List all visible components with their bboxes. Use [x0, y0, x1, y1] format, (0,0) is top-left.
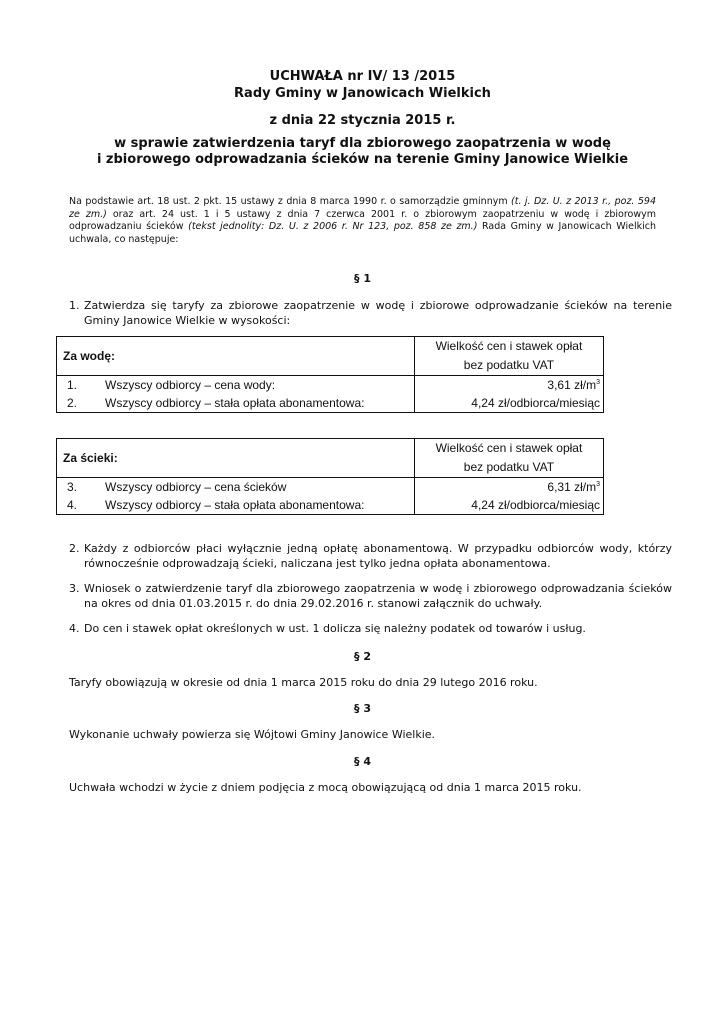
item-3-number: 3. — [69, 582, 80, 595]
water-header-caption-line1: Wielkość cen i stawek opłat — [435, 339, 583, 353]
row-unit-superscript: 3 — [596, 481, 600, 488]
legal-basis-citation1: (t. j. Dz. U. z 2013 r., poz. 594 ze zm.) — [69, 196, 657, 220]
row-value: 4,24 zł/odbiorca/miesiąc — [471, 498, 600, 512]
row-label: Wszyscy odbiorcy – cena ścieków — [105, 480, 287, 494]
item-4-number: 4. — [69, 622, 80, 635]
row-value: 3,61 zł/m — [547, 378, 597, 392]
row-unit-superscript: 3 — [596, 379, 600, 386]
item-3-text: Wniosek o zatwierdzenie taryf dla zbiorowego zaopatrzenia w wodę i zbiorowego odprowadzania ścieków na okres od dnia 01.03.2015 r. do dnia 29.02.2016 r. stanowi załącznik do uchwały. — [84, 582, 672, 610]
section-4-heading: § 4 — [354, 755, 371, 768]
sewage-header-caption-line2: bez podatku VAT — [463, 460, 555, 474]
section-4-text: Uchwała wchodzi w życie z dniem podjęcia z mocą obowiązującą od dnia 1 marca 2015 roku. — [69, 781, 582, 794]
row-value: 4,24 zł/odbiorca/miesiąc — [471, 396, 600, 410]
row-number: 2. — [67, 396, 78, 410]
row-value: 6,31 zł/m — [547, 480, 597, 494]
row-number: 4. — [67, 498, 78, 512]
resolution-subject-line2: i zbiorowego odprowadzania ścieków na terenie Gminy Janowice Wielkie — [96, 152, 629, 167]
sewage-tariff-table — [56, 438, 604, 515]
legal-basis-part1: Na podstawie art. 18 ust. 2 pkt. 15 ustawy z dnia 8 marca 1990 r. o samorządzie gminnym — [69, 196, 512, 207]
legal-basis-part3: Rada Gminy w Janowicach Wielkich uchwala, co następuje: — [69, 221, 656, 245]
item-1-number: 1. — [69, 299, 80, 312]
sewage-header-price-caption — [414, 439, 603, 478]
item-1-text: Zatwierdza się taryfy za zbiorowe zaopatrzenie w wodę i zbiorowe odprowadzanie ścieków na terenie Gminy Janowice Wielkie w wysokości: — [84, 299, 672, 327]
row-number: 1. — [67, 378, 78, 392]
item-1 — [69, 298, 672, 328]
water-tariff-table — [56, 336, 604, 413]
section-1-heading: § 1 — [354, 272, 371, 285]
item-3 — [69, 581, 672, 611]
table-row — [57, 376, 604, 395]
table-row — [57, 496, 604, 515]
sewage-header-label: Za ścieki: — [57, 439, 415, 478]
sewage-header-caption-line1: Wielkość cen i stawek opłat — [435, 441, 583, 455]
section-3-text: Wykonanie uchwały powierza się Wójtowi Gminy Janowice Wielkie. — [69, 728, 436, 741]
legal-basis — [69, 196, 656, 246]
section-2-heading: § 2 — [354, 650, 371, 663]
item-2-number: 2. — [69, 542, 80, 555]
council-name: Rady Gminy w Janowicach Wielkich — [234, 86, 491, 101]
resolution-date: z dnia 22 stycznia 2015 r. — [269, 113, 456, 128]
resolution-subject-line1: w sprawie zatwierdzenia taryf dla zbiorowego zaopatrzenia w wodę — [114, 136, 611, 151]
row-label: Wszyscy odbiorcy – stała opłata abonamentowa: — [105, 498, 365, 512]
item-2 — [69, 541, 672, 571]
legal-basis-part2: oraz art. 24 ust. 1 i 5 ustawy z dnia 7 czerwca 2001 r. o zbiorowym zaopatrzeniu w wodę i zbiorowym odprowadzaniu ścieków — [69, 208, 656, 232]
resolution-number: UCHWAŁA nr IV/ 13 /2015 — [269, 69, 456, 84]
section-3-heading: § 3 — [354, 702, 371, 715]
water-header-caption-line2: bez podatku VAT — [463, 358, 555, 372]
water-header-price-caption — [414, 337, 603, 376]
item-4-text: Do cen i stawek opłat określonych w ust. 1 dolicza się należny podatek od towarów i usług. — [84, 622, 586, 635]
water-table-header — [57, 337, 604, 376]
row-number: 3. — [67, 480, 78, 494]
row-label: Wszyscy odbiorcy – stała opłata abonamentowa: — [105, 396, 365, 410]
item-2-text: Każdy z odbiorców płaci wyłącznie jedną opłatę abonamentową. W przypadku odbiorców wody, którzy równocześnie odprowadzają ścieki, naliczana jest tylko jedna opłata abonamentowa. — [84, 542, 672, 570]
sewage-table-header — [57, 439, 604, 478]
water-header-label: Za wodę: — [57, 337, 415, 376]
legal-basis-citation2: (tekst jednolity: Dz. U. z 2006 r. Nr 123, poz. 858 ze zm.) — [188, 221, 478, 232]
row-label: Wszyscy odbiorcy – cena wody: — [105, 378, 276, 392]
table-row — [57, 478, 604, 497]
table-row — [57, 394, 604, 413]
item-4 — [69, 621, 672, 636]
section-2-text: Taryfy obowiązują w okresie od dnia 1 marca 2015 roku do dnia 29 lutego 2016 roku. — [69, 676, 538, 689]
